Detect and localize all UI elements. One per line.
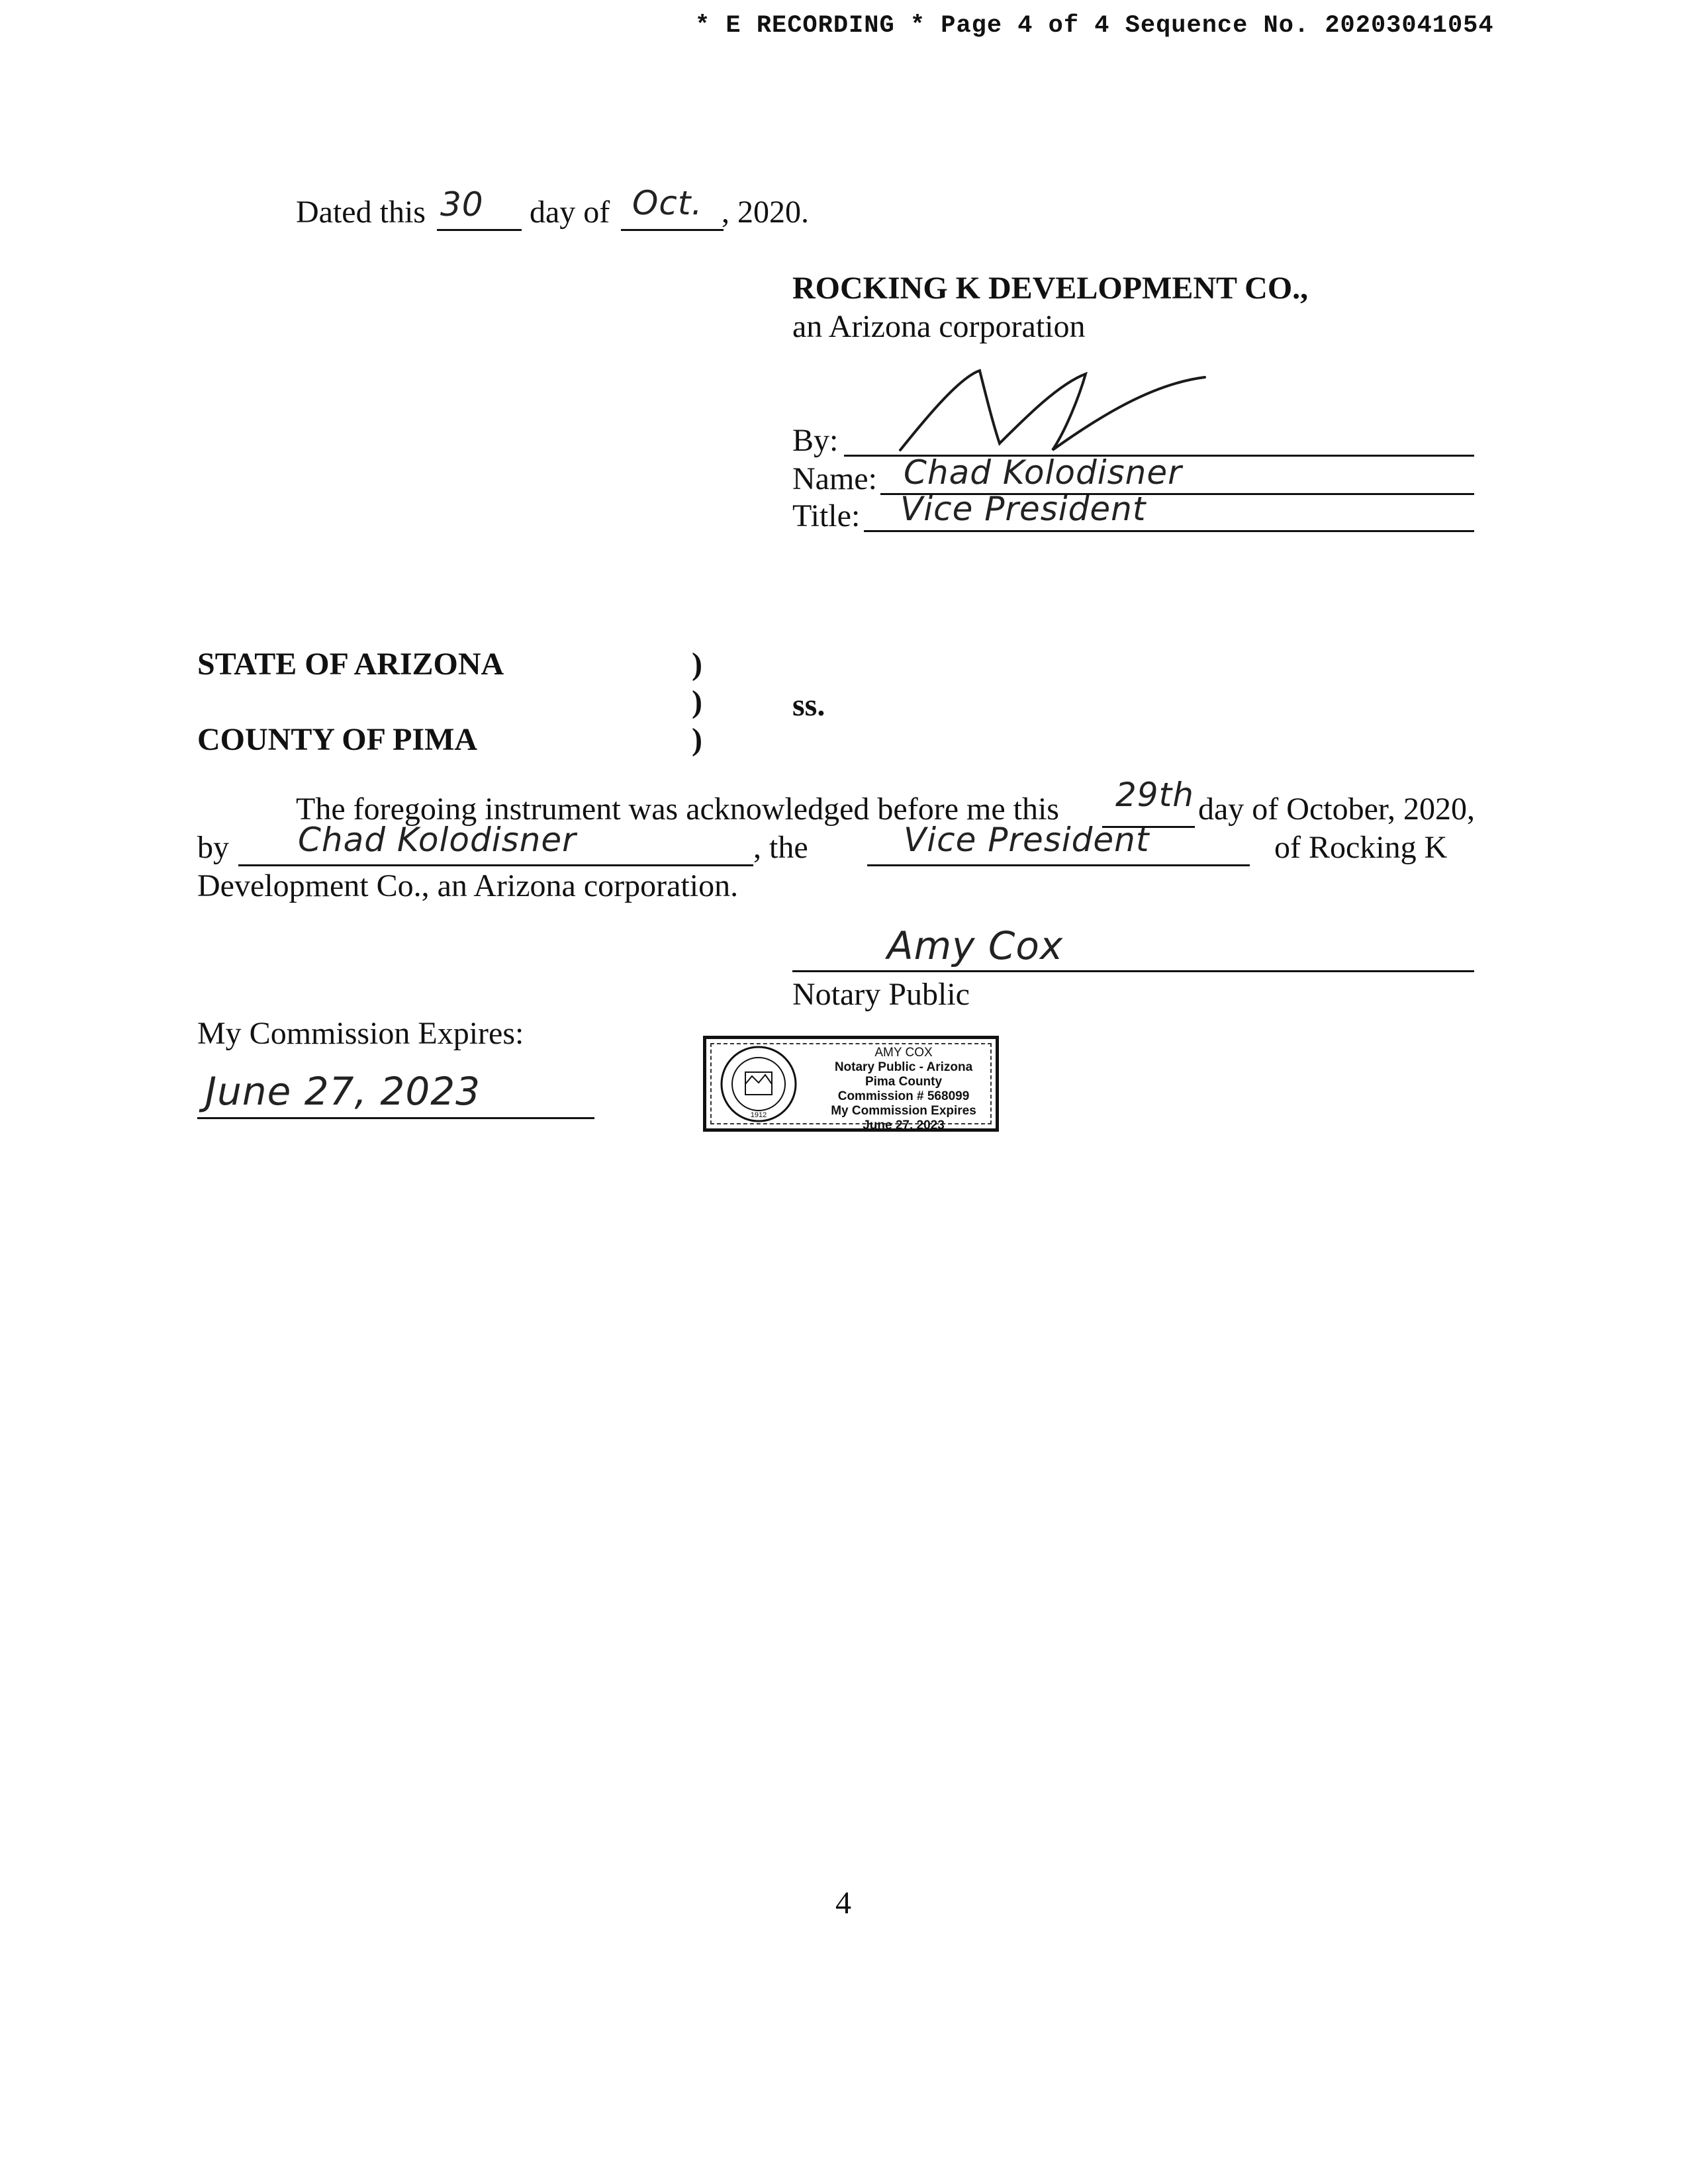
company-description: an Arizona corporation <box>792 309 1086 344</box>
ack-office-handwritten: Vice President <box>904 821 1150 859</box>
ack-the-label: , the <box>753 830 808 865</box>
dated-month-line <box>621 229 724 231</box>
stamp-line-expires-label: My Commission Expires <box>831 1104 976 1118</box>
dated-suffix: , 2020. <box>722 195 809 230</box>
dated-day-handwritten: 30 <box>440 185 484 224</box>
dated-day-line <box>437 229 522 231</box>
stamp-line-title: Notary Public - Arizona <box>834 1060 973 1074</box>
ack-line1-suffix: day of October, 2020, <box>1198 792 1475 827</box>
ack-office-line <box>867 864 1250 866</box>
ack-by-label: by <box>197 830 229 865</box>
dated-middle: day of <box>530 195 610 230</box>
venue-county: COUNTY OF PIMA <box>197 722 478 757</box>
ack-signer-handwritten: Chad Kolodisner <box>298 821 577 859</box>
venue-ss: ss. <box>792 688 825 723</box>
ack-line3: Development Co., an Arizona corporation. <box>197 868 739 903</box>
dated-prefix: Dated this <box>296 195 426 230</box>
ack-of-rocking: of Rocking K <box>1274 830 1448 865</box>
ack-line1-prefix: The foregoing instrument was acknowledged before me this <box>296 792 1059 827</box>
venue-state: STATE OF ARIZONA <box>197 647 504 682</box>
title-handwritten: Vice President <box>900 490 1147 528</box>
commission-date-line <box>197 1117 594 1119</box>
by-label: By: <box>792 423 839 458</box>
venue-paren-2: ) <box>692 684 702 719</box>
recording-header: * E RECORDING * Page 4 of 4 Sequence No. 20203041054 <box>695 12 1494 40</box>
stamp-line-commission: Commission # 568099 <box>837 1089 970 1103</box>
venue-paren-3: ) <box>692 722 702 757</box>
name-handwritten: Chad Kolodisner <box>904 453 1182 492</box>
title-line <box>864 530 1474 532</box>
ack-signer-line <box>238 864 753 866</box>
company-name: ROCKING K DEVELOPMENT CO., <box>792 271 1309 306</box>
notary-signature-handwritten: Amy Cox <box>887 923 1064 968</box>
ack-day-handwritten: 29th <box>1115 776 1194 814</box>
commission-label: My Commission Expires: <box>197 1016 524 1051</box>
notary-signature-line <box>792 970 1474 972</box>
notary-label: Notary Public <box>792 977 970 1012</box>
stamp-line-expires-date: June 27, 2023 <box>863 1118 945 1132</box>
dated-month-handwritten: Oct. <box>632 184 703 222</box>
officer-signature <box>887 357 1218 457</box>
arizona-seal-icon <box>716 1044 802 1124</box>
name-label: Name: <box>792 461 877 496</box>
title-label: Title: <box>792 498 861 533</box>
commission-date-handwritten: June 27, 2023 <box>205 1069 481 1114</box>
notary-stamp <box>703 1036 999 1132</box>
venue-paren-1: ) <box>692 647 702 682</box>
stamp-line-name: AMY COX <box>874 1046 933 1060</box>
svg-text:1912: 1912 <box>750 1111 767 1119</box>
stamp-line-county: Pima County <box>865 1075 943 1089</box>
page-number: 4 <box>835 1886 851 1921</box>
stamp-text <box>818 1046 990 1133</box>
